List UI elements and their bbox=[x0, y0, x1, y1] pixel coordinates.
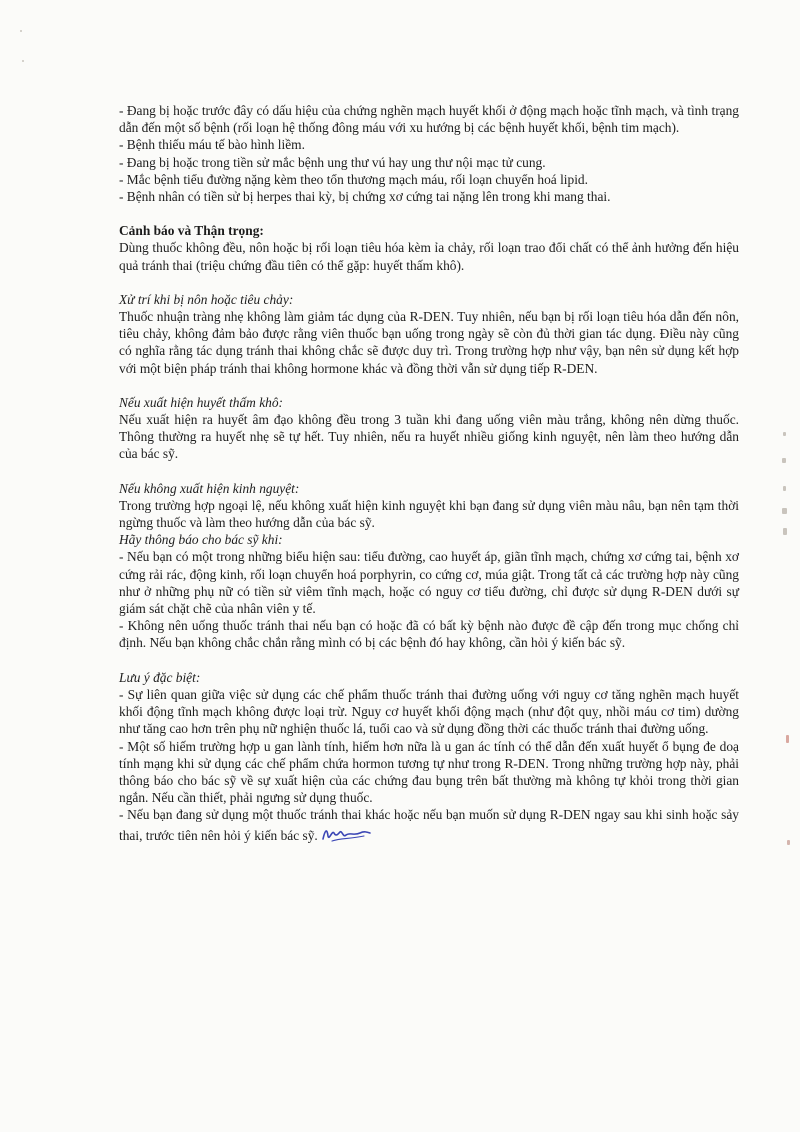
special-note-item-3-text: - Nếu bạn đang sử dụng một thuốc tránh thai khác hoặc nếu bạn muốn sử dụng R-DEN ngay sau khi sinh hoặc sảy thai, trước tiên nên hỏi ý kiến bác sỹ. bbox=[119, 807, 739, 843]
contraindication-item-5: - Bệnh nhân có tiền sử bị herpes thai kỳ, bị chứng xơ cứng tai nặng lên trong khi mang thai. bbox=[119, 189, 611, 205]
scan-mark bbox=[783, 432, 786, 436]
scan-mark bbox=[20, 30, 22, 32]
inform-doctor-heading: Hãy thông báo cho bác sỹ khi: bbox=[119, 532, 283, 548]
vomiting-text: Thuốc nhuận tràng nhẹ không làm giảm tác dụng của R-DEN. Tuy nhiên, nếu bạn bị rối loạn tiêu hóa dẫn đến nôn, tiêu chảy, không đảm bảo được rằng viên thuốc bạn uống trong ngày sẽ còn đủ thời gian tác dụng. Điều này cũng có nghĩa rằng tác dụng tránh thai không chắc sẽ được duy trì. Trong trường hợp như vậy, bạn nên sử dụng kết hợp với một biện pháp tránh thai không hormone khác và đồng thời vẫn sử dụng tiếp R-DEN. bbox=[119, 309, 739, 376]
spacer bbox=[119, 652, 739, 669]
contraindication-item-2: - Bệnh thiếu máu tế bào hình liềm. bbox=[119, 137, 305, 153]
scan-mark bbox=[786, 735, 789, 743]
scan-mark bbox=[22, 60, 24, 62]
scan-mark bbox=[787, 840, 790, 845]
contraindication-item-3: - Đang bị hoặc trong tiền sử mắc bệnh ung thư vú hay ung thư nội mạc tử cung. bbox=[119, 154, 546, 170]
special-note-item-2: - Một số hiếm trường hợp u gan lành tính, hiếm hơn nữa là u gan ác tính có thể dẫn đến xuất huyết ổ bụng đe doạ tính mạng khi sử dụng các chế phẩm chứa hormon tương tự như trong R-DEN. Trong những trường hợp này, phải thông báo cho bác sỹ về sự xuất hiện của các chứng đau bụng trên bất thường mà không tự khỏi trong thời gian ngắn. Nếu cần thiết, phải ngưng sử dụng thuốc. bbox=[119, 738, 739, 806]
document-page bbox=[119, 102, 739, 844]
special-note-item-1: - Sự liên quan giữa việc sử dụng các chế phẩm thuốc tránh thai đường uống với nguy cơ tăng nghẽn mạch huyết khối động tĩnh mạch không được loại trừ. Nguy cơ huyết khối động mạch (như đột quỵ, nhồi máu cơ tim) dường như tăng cao hơn trên phụ nữ nghiện thuốc lá, tuổi cao và sử dụng đồng thời các thuốc tránh thai đường uống. bbox=[119, 686, 739, 737]
inform-doctor-item-2: - Không nên uống thuốc tránh thai nếu bạn có hoặc đã có bất kỳ bệnh nào được đề cập đến trong mục chống chỉ định. Nếu bạn không chắc chắn rằng mình có bị các bệnh đó hay không, cần hỏi ý kiến bác sỹ. bbox=[119, 618, 739, 651]
vomiting-heading: Xử trí khi bị nôn hoặc tiêu chảy: bbox=[119, 291, 294, 307]
inform-doctor-item-1: - Nếu bạn có một trong những biểu hiện sau: tiểu đường, cao huyết áp, giãn tĩnh mạch, chứng xơ cứng tai, bệnh xơ cứng rải rác, động kinh, rối loạn chuyển hoá porphyrin, co cứng cơ, múa giật. Trong tất cả các trường hợp này cũng như ở những phụ nữ có tiền sử viêm tĩnh mạch, hoặc có nguy cơ tiểu đường, chỉ được sử dụng R-DEN dưới sự giám sát chặt chẽ của nhân viên y tế. bbox=[119, 549, 739, 617]
warnings-heading: Cảnh báo và Thận trọng: bbox=[119, 223, 264, 239]
special-note-item-3 bbox=[119, 806, 739, 843]
spacer bbox=[119, 274, 739, 291]
contraindication-item-4: - Mắc bệnh tiểu đường nặng kèm theo tổn thương mạch máu, rối loạn chuyển hoá lipid. bbox=[119, 171, 588, 187]
spacer bbox=[119, 377, 739, 394]
no-period-heading: Nếu không xuất hiện kinh nguyệt: bbox=[119, 480, 300, 496]
signature-icon bbox=[320, 824, 372, 844]
scan-mark bbox=[783, 486, 786, 491]
spacer bbox=[119, 205, 739, 222]
scan-mark bbox=[782, 508, 787, 514]
spacer bbox=[119, 463, 739, 480]
spotting-text: Nếu xuất hiện ra huyết âm đạo không đều trong 3 tuần khi đang uống viên màu trắng, không nên dừng thuốc. Thông thường ra huyết nhẹ sẽ tự hết. Tuy nhiên, nếu ra huyết nhiều giống kinh nguyệt, nên làm theo hướng dẫn của bác sỹ. bbox=[119, 412, 739, 462]
spotting-heading: Nếu xuất hiện huyết thấm khô: bbox=[119, 394, 283, 410]
no-period-text: Trong trường hợp ngoại lệ, nếu không xuất hiện kinh nguyệt khi bạn đang sử dụng viên màu nâu, bạn nên tạm thời ngừng thuốc và làm theo hướng dẫn của bác sỹ. bbox=[119, 497, 739, 531]
scan-mark bbox=[783, 528, 787, 535]
scan-mark bbox=[782, 458, 786, 463]
special-notes-heading: Lưu ý đặc biệt: bbox=[119, 669, 201, 685]
contraindication-item-1: - Đang bị hoặc trước đây có dấu hiệu của chứng nghẽn mạch huyết khối ở động mạch hoặc tĩnh mạch, và tình trạng dẫn đến một số bệnh (rối loạn hệ thống đông máu với xu hướng bị các bệnh huyết khối, bệnh tim mạch). bbox=[119, 103, 739, 136]
warnings-text: Dùng thuốc không đều, nôn hoặc bị rối loạn tiêu hóa kèm ỉa chảy, rối loạn trao đổi chất có thể ảnh hưởng đến hiệu quả tránh thai (triệu chứng đầu tiên có thể gặp: huyết thấm khô). bbox=[119, 240, 739, 273]
